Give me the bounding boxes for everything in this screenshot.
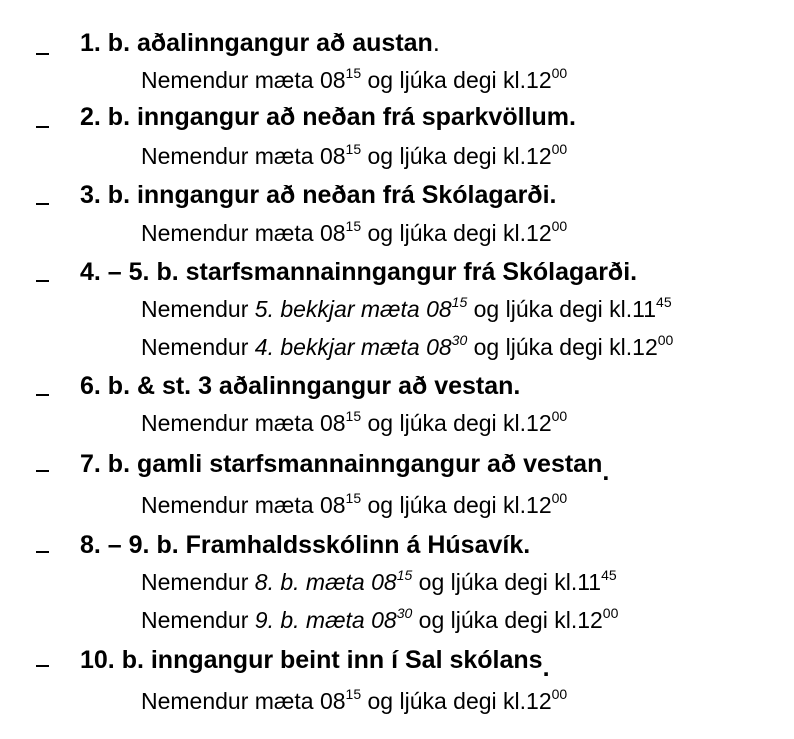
entrance-heading: 6. b. & st. 3 aðalinngangur að vestan. [80,372,521,400]
schedule-line: Nemendur 5. bekkjar mæta $08^{15}$ og ljúka degi $kl.11^{45}$ [141,294,672,322]
schedule-line: Nemendur 9. b. mæta $08^{30}$ og ljúka degi $kl.12^{00}$ [141,605,619,633]
list-bullet [36,665,49,667]
entrance-heading: 4. – 5. b. starfsmannainngangur frá Skólagarði. [80,258,638,286]
schedule-line: Nemendur mæta $08^{15}$ og ljúka degi $kl.12^{00}$ [141,408,568,436]
entrance-heading: 7. b. gamli starfsmannainngangur að vestan. [80,450,610,486]
list-bullet [36,551,49,553]
list-bullet [36,126,49,128]
entrance-heading: 1. b. aðalinngangur að austan. [80,29,440,57]
schedule-line: Nemendur 8. b. mæta $08^{15}$ og ljúka degi $kl.11^{45}$ [141,567,617,595]
list-bullet [36,203,49,205]
list-bullet [36,394,49,396]
list-bullet [36,280,49,282]
entrance-heading: 2. b. inngangur að neðan frá sparkvöllum. [80,103,576,131]
list-bullet [36,470,49,472]
schedule-line: Nemendur mæta $08^{15}$ og ljúka degi $kl.12^{00}$ [141,218,568,246]
schedule-line: Nemendur mæta $08^{15}$ og ljúka degi $kl.12^{00}$ [141,490,568,518]
entrance-heading: 3. b. inngangur að neðan frá Skólagarði. [80,181,557,209]
entrance-heading: 8. – 9. b. Framhaldsskólinn á Húsavík. [80,531,531,559]
schedule-line: Nemendur mæta $08^{15}$ og ljúka degi $kl.12^{00}$ [141,686,568,714]
schedule-line: Nemendur 4. bekkjar mæta $08^{30}$ og ljúka degi $kl.12^{00}$ [141,332,674,360]
entrance-heading: 10. b. inngangur beint inn í Sal skólans. [80,646,550,682]
schedule-line: Nemendur mæta $08^{15}$ og ljúka degi $kl.12^{00}$ [141,65,568,93]
schedule-line: Nemendur mæta $08^{15}$ og ljúka degi $kl.12^{00}$ [141,141,568,169]
list-bullet [36,53,49,55]
